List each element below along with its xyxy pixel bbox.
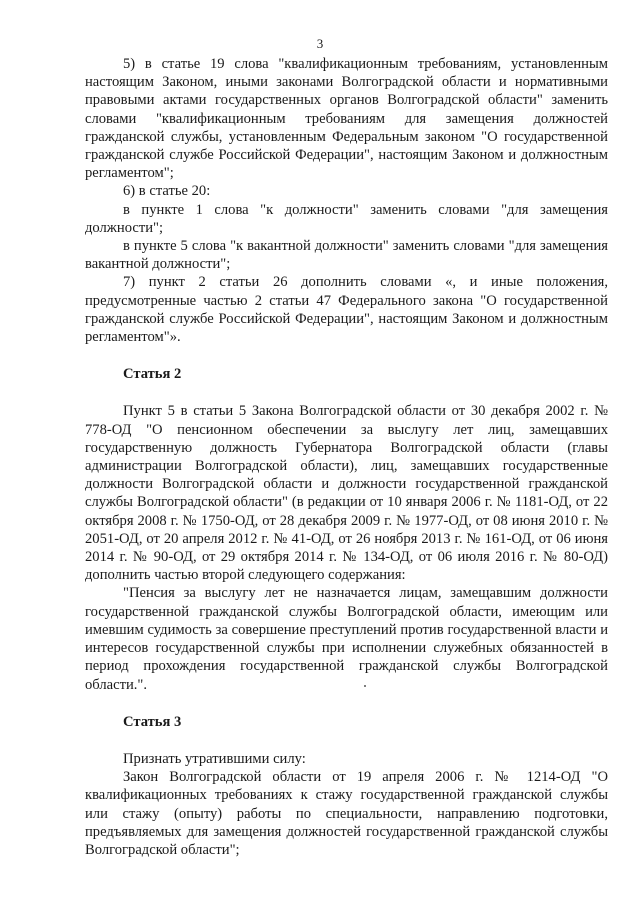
article1-item6-point5: в пункте 5 слова "к вакантной должности" заменить словами "для замещения вакантной должности"; <box>85 238 608 273</box>
article1-item6-intro: 6) в статье 20: <box>123 183 211 200</box>
article2-para1: Пункт 5 в статьи 5 Закона Волгоградской области от 30 декабря 2002 г. № 778-ОД "О пенсионном обеспечении за выслугу лет лиц, замещавших государственную должность Губернатора Волгоградской области (главы администрации Волгоградской области), лиц, замещавших государственные должности Волгоградской области и должности государственной гражданской службы Волгоградской области" (в редакции от 10 января 2006 г. № 1181-ОД, от 22 октября 2008 г. № 1750-ОД, от 28 декабря 2009 г. № 1977-ОД, от 08 июня 2010 г. № 2051-ОД, от 20 апреля 2012 г. № 41-ОД, от 26 ноября 2013 г. № 161-ОД, от 06 июня 2014 г. № 90-ОД, от 29 октября 2014 г. № 134-ОД, от 06 июля 2016 г. № 80-ОД) дополнить частью второй следующего содержания: <box>85 403 608 584</box>
article1-item5: 5) в статье 19 слова "квалификационным требованиям, установленным настоящим Законом, иными законами Волгоградской области и нормативными правовыми актами государственных органов Волгоградской области" заменить словами "квалификационным требованиям для замещения должностей гражданской службы, установленным Федеральным законом "О государственной гражданской службе Российской Федерации", настоящим Законом и должностным регламентом"; <box>85 56 608 182</box>
article1-item7: 7) пункт 2 статьи 26 дополнить словами «, и иные положения, предусмотренные частью 2 статьи 47 Федерального закона "О государственной гражданской службе Российской Федерации", настоящим Законом и должностным регламентом"». <box>85 274 608 346</box>
article2-para2: "Пенсия за выслугу лет не назначается лицам, замещавшим должности государственной гражданской службы Волгоградской области, имеющим или имевшим судимость за совершение преступлений против государственной власти и интересов государственной службы при исполнении служебных обязанностей в период прохождения государственной гражданской службы Волгоградской области.". <box>85 585 608 693</box>
page-number: 3 <box>316 36 324 51</box>
document-body <box>85 55 608 859</box>
article3-para2: Закон Волгоградской области от 19 апреля 2006 г. № 1214-ОД "О квалификационных требованиях к стажу государственной гражданской службы или стажу (опыту) работы по специальности, направлению подготовки, предъявляемых для замещения должностей государственной гражданской службы Волгоградской области"; <box>85 769 608 858</box>
article2-heading: Статья 2 <box>123 366 182 383</box>
article3-para1: Признать утратившими силу: <box>123 750 306 767</box>
article3-heading: Статья 3 <box>123 713 182 730</box>
scan-speck <box>364 685 366 687</box>
article1-item6-point1: в пункте 1 слова "к должности" заменить словами "для замещения должности"; <box>85 201 608 236</box>
